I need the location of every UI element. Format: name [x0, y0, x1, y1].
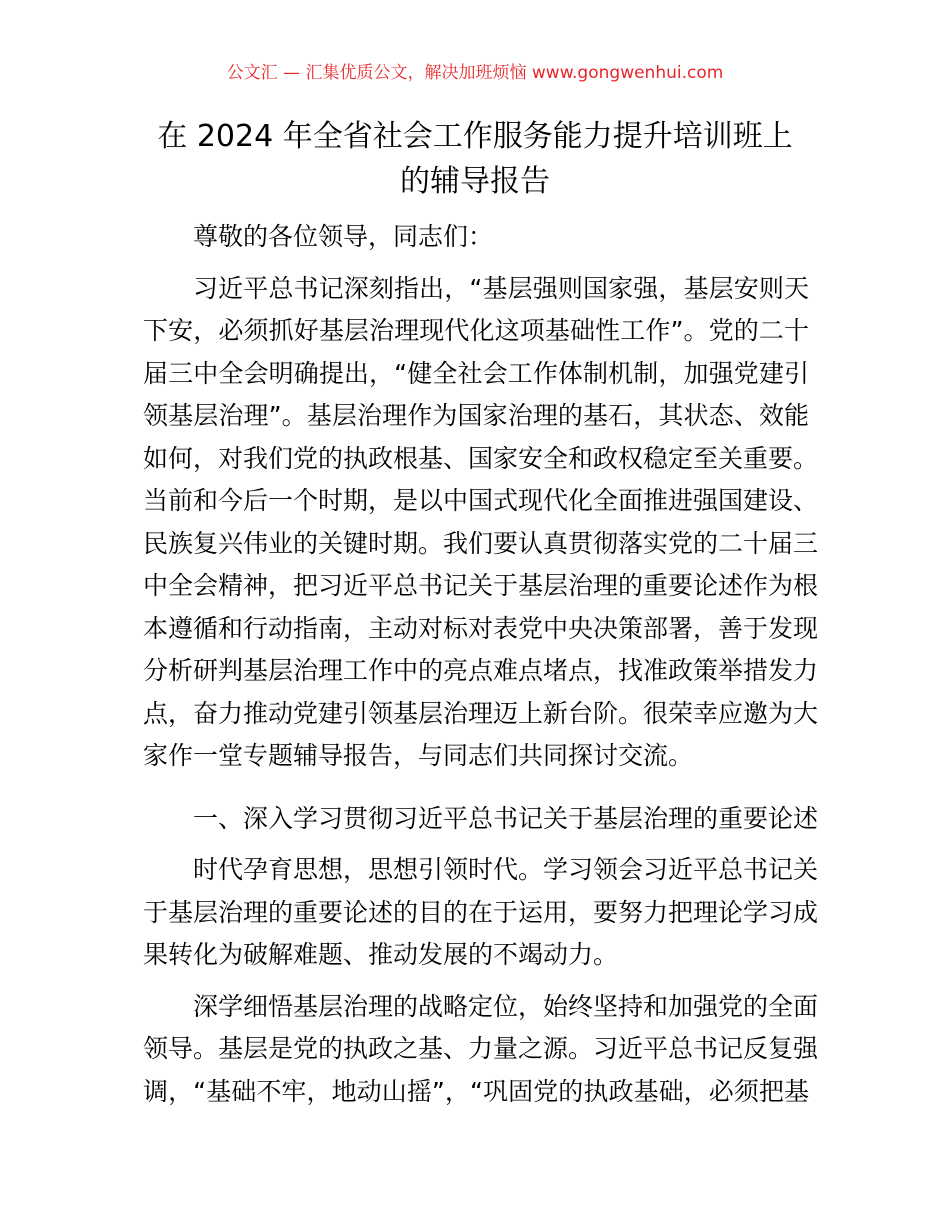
paragraph-line: 于基层治理的重要论述的目的在于运用，要努力把理论学习成	[143, 897, 819, 927]
paragraph-line: 调，“基础不牢，地动山摇”，“巩固党的执政基础，必须把基	[143, 1076, 809, 1106]
greeting-line: 尊敬的各位领导，同志们：	[193, 222, 494, 251]
section-heading	[143, 798, 819, 841]
paragraph-line: 领导。基层是党的执政之基、力量之源。习近平总书记反复强	[143, 1034, 819, 1063]
paragraph-line: 习近平总书记深刻指出，“基层强则国家强，基层安则天	[193, 273, 809, 303]
title-line: 的辅导报告	[400, 164, 550, 199]
paragraph-line: 时代孕育思想，思想引领时代。学习领会习近平总书记关	[193, 855, 819, 884]
paragraph-line: 当前和今后一个时期，是以中国式现代化全面推进强国建设、	[143, 486, 819, 515]
paragraph-line: 分析研判基层治理工作中的亮点难点堵点，找准政策举措发力	[143, 656, 819, 685]
paragraph-line: 本遵循和行动指南，主动对标对表党中央决策部署，善于发现	[143, 613, 819, 643]
paragraph	[143, 268, 819, 778]
document-title	[130, 114, 820, 204]
paragraph-line: 民族复兴伟业的关键时期。我们要认真贯彻落实党的二十届三	[143, 528, 819, 558]
paragraph-line: 家作一堂专题辅导报告，与同志们共同探讨交流。	[143, 741, 694, 770]
document-body	[143, 216, 819, 1122]
paragraph-line: 点，奋力推动党建引领基层治理迈上新台阶。很荣幸应邀为大	[143, 698, 819, 728]
paragraph-line: 下安，必须抓好基层治理现代化这项基础性工作”。党的二十	[143, 316, 809, 345]
paragraph-line: 果转化为破解难题、推动发展的不竭动力。	[143, 940, 619, 969]
section-heading-line: 一、深入学习贯彻习近平总书记关于基层治理的重要论述	[193, 803, 819, 833]
greeting	[143, 216, 809, 259]
paragraph-line: 届三中全会明确提出，“健全社会工作体制机制，加强党建引	[143, 358, 809, 388]
paragraph-line: 深学细悟基层治理的战略定位，始终坚持和加强党的全面	[193, 991, 819, 1021]
paragraph	[143, 986, 819, 1114]
paragraph-line: 如何，对我们党的执政根基、国家安全和政权稳定至关重要。	[143, 443, 819, 473]
paragraph-line: 中全会精神，把习近平总书记关于基层治理的重要论述作为根	[143, 571, 819, 600]
paragraph	[143, 849, 819, 977]
title-line: 在 2024 年全省社会工作服务能力提升培训班上	[157, 119, 793, 154]
watermark-banner: 公文汇 — 汇集优质公文，解决加班烦恼 www.gongwenhui.com	[226, 63, 724, 83]
paragraph-line: 领基层治理”。基层治理作为国家治理的基石，其状态、效能	[143, 401, 809, 430]
